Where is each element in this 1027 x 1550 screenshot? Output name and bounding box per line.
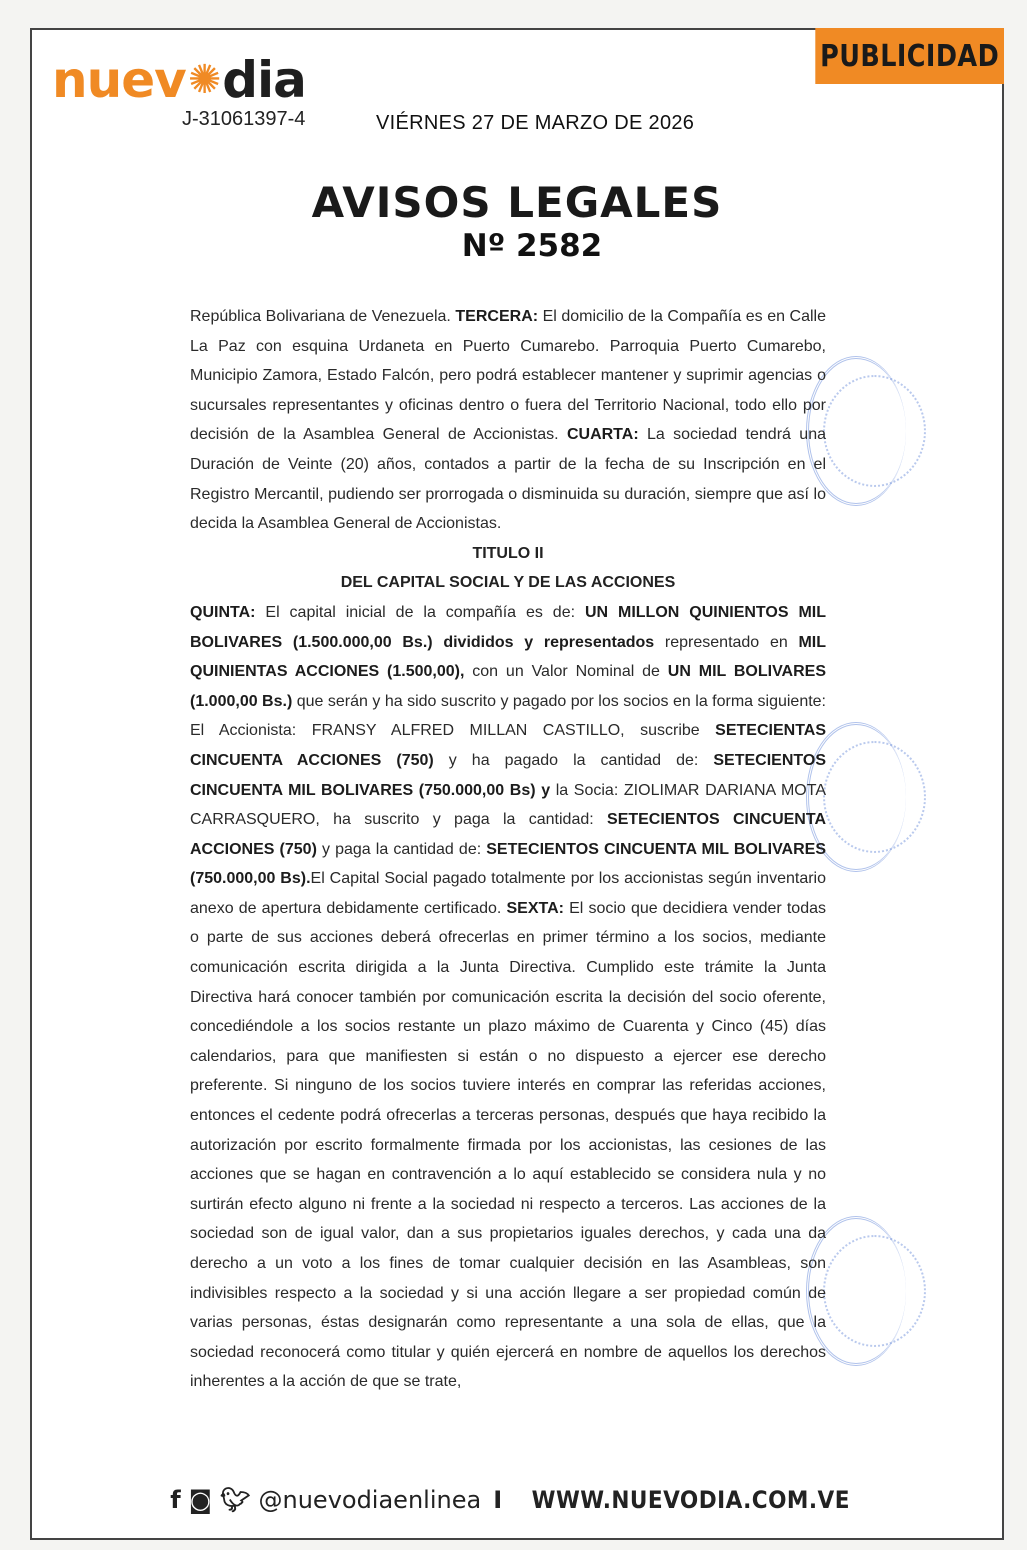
legal-notice-body bbox=[190, 302, 826, 1397]
page-title: AVISOS LEGALES bbox=[311, 178, 723, 227]
document-page bbox=[30, 28, 1004, 1540]
newspaper-logo bbox=[52, 50, 306, 110]
section-tag-label: PUBLICIDAD bbox=[820, 38, 1000, 74]
logo-text-left: nuev bbox=[52, 51, 186, 109]
logo-text-right: dia bbox=[222, 51, 306, 109]
twitter-icon: 🐦︎ bbox=[220, 1486, 251, 1514]
instagram-icon: ◙ bbox=[188, 1486, 213, 1514]
section-heading: TITULO II bbox=[472, 544, 544, 562]
publication-date: VIÉRNES 27 DE MARZO DE 2026 bbox=[376, 112, 695, 134]
website-url: WWW.NUEVODIA.COM.VE bbox=[531, 1486, 851, 1514]
paragraph: QUINTA: El capital inicial de la compañía es de: UN MILLON QUINIENTOS MIL BOLIVARES (1.500.000,00 Bs.) divididos y representados representado en MIL QUINIENTAS ACCIONES (1.500,00), con un Valor Nominal de UN MIL BOLIVARES (1.000,00 Bs.) que serán y ha sido suscrito y pagado por los socios en la forma siguiente: El Accionista: FRANSY ALFRED MILLAN CASTILLO, suscribe SETECIENTAS CINCUENTA ACCIONES (750) y ha pagado la cantidad de: SETECIENTOS CINCUENTA MIL BOLIVARES (750.000,00 Bs) y la Socia: ZIOLIMAR DARIANA MOTA CARRASQUERO, ha suscrito y paga la cantidad: SETECIENTOS CINCUENTA ACCIONES (750) y paga la cantidad de: SETECIENTOS CINCUENTA MIL BOLIVARES (750.000,00 Bs).El Capital Social pagado totalmente por los accionistas según inventario anexo de apertura debidamente certificado. SEXTA: El socio que decidiera vender todas o parte de sus acciones deberá ofrecerlas en primer término a los socios, mediante comunicación escrita dirigida a la Junta Directiva. Cumplido este trámite la Junta Directiva hará conocer también por comunicación escrita la decisión del socio oferente, concediéndole a los socios restante un plazo máximo de Cuarenta y Cinco (45) días calendarios, para que manifiesten si están o no dispuesto a ejercer ese derecho preferente. Si ninguno de los socios tuviere interés en comprar las referidas acciones, entonces el cedente podrá ofrecerlas a terceras personas, después que haya recibido la autorización por escrito formalmente firmada por los accionistas, las cesiones de las acciones que se hagan en contravención a lo aquí establecido se considera nula y no surtirán efecto alguno ni frente a la sociedad ni respecto a terceros. Las acciones de la sociedad son de igual valor, dan a sus propietarios iguales derechos, y cada una da derecho a un voto a los fines de tomar cualquier decisión en las Asambleas, son indivisibles respecto a la sociedad y si una acción llegare a ser propiedad común de varias personas, éstas designarán como representante a una sola de ellas, que la sociedad reconocerá como titular y quién ejercerá en nombre de aquellos los derechos inherentes a la acción de que se trate, bbox=[190, 603, 827, 1391]
sun-icon: ✺ bbox=[187, 57, 221, 103]
issue-number: Nº 2582 bbox=[461, 228, 603, 264]
rif-number: J-31061397-4 bbox=[182, 108, 306, 130]
footer-separator: I bbox=[493, 1486, 503, 1514]
social-handle: @nuevodiaenlinea bbox=[258, 1486, 482, 1514]
page-footer bbox=[32, 1486, 1006, 1514]
paragraph: República Bolivariana de Venezuela. TERCERA: El domicilio de la Compañía es en Calle La Paz con esquina Urdaneta en Puerto Cumarebo. Parroquia Puerto Cumarebo, Municipio Zamora, Estado Falcón, pero podrá establecer mantener y suprimir agencias o sucursales representantes y oficinas dentro o fuera del Territorio Nacional, todo ello por decisión de la Asamblea General de Accionistas. CUARTA: La sociedad tendrá una Duración de Veinte (20) años, contados a partir de la fecha de su Inscripción en el Registro Mercantil, pudiendo ser prorrogada o disminuida su duración, siempre que así lo decida la Asamblea General de Accionistas. bbox=[190, 308, 826, 533]
section-subheading: DEL CAPITAL SOCIAL Y DE LAS ACCIONES bbox=[340, 574, 676, 592]
section-tag bbox=[815, 28, 1004, 84]
facebook-icon: f bbox=[170, 1486, 181, 1514]
